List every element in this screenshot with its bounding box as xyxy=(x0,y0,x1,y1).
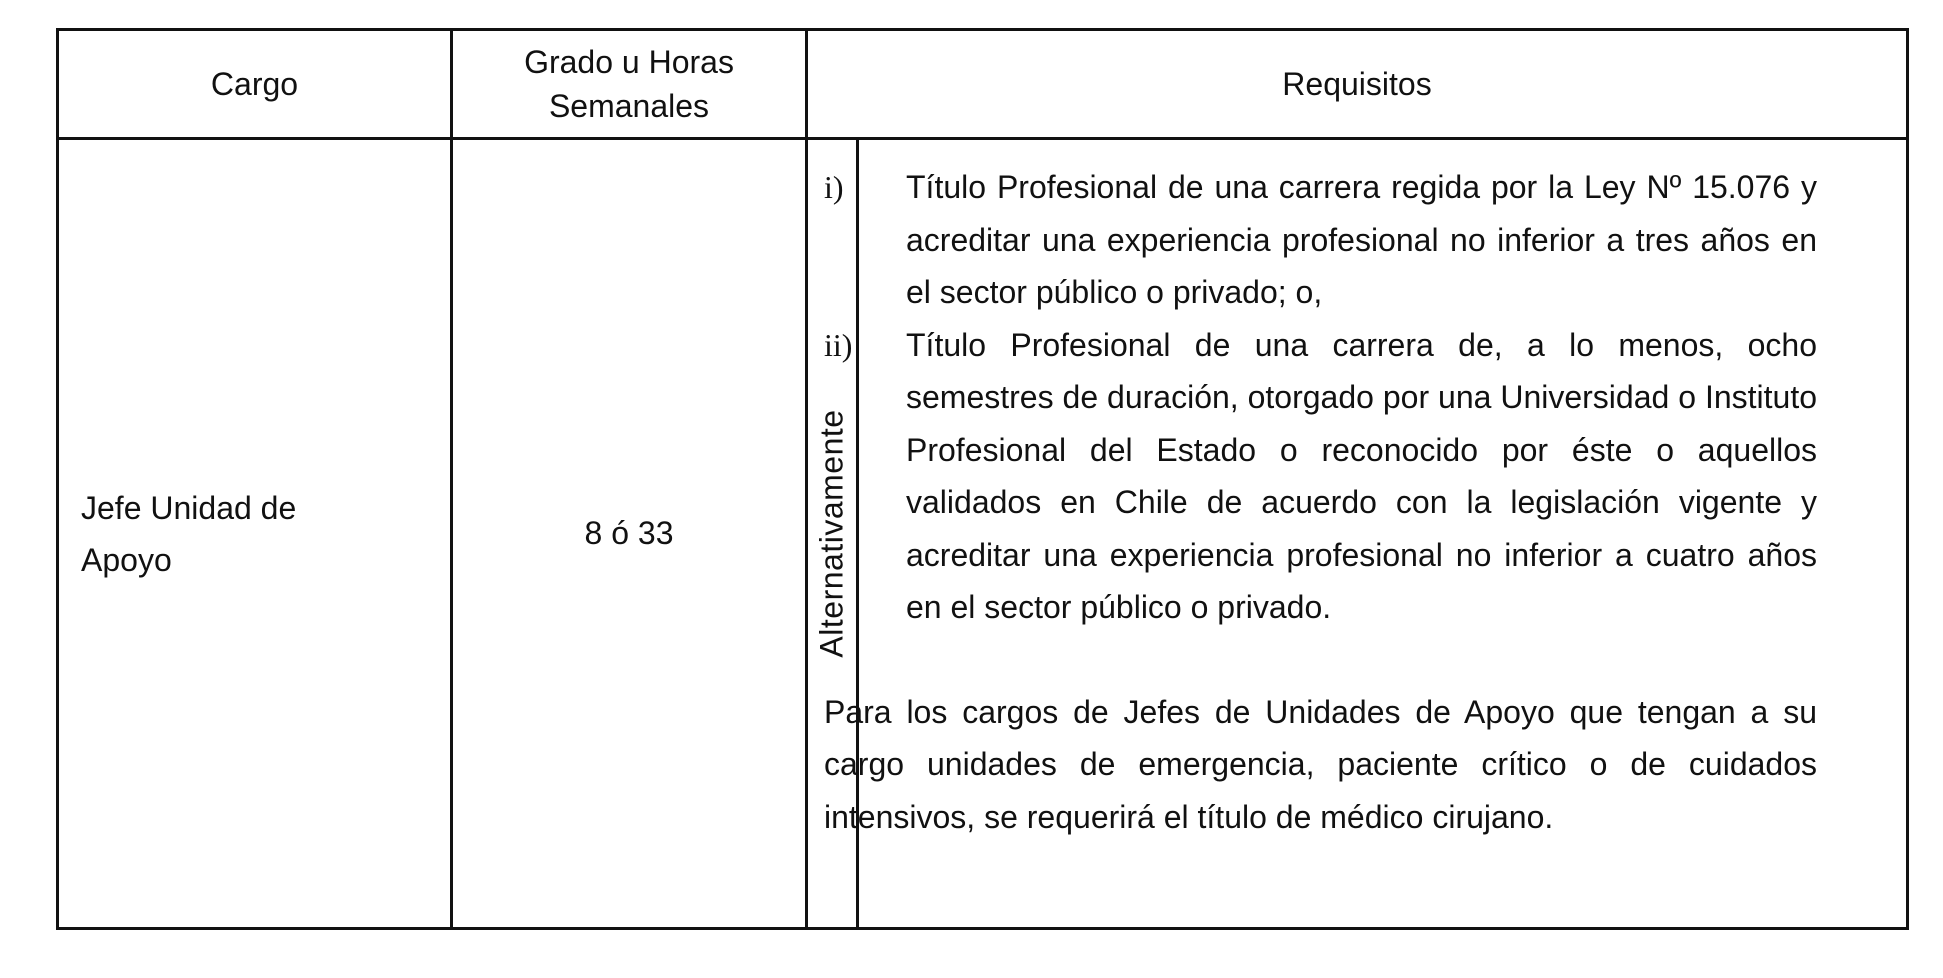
header-grado xyxy=(453,31,805,137)
requirement-text: Título Profesional de una carrera de, a lo menos, ocho semestres de duración, otorgado por una Universidad o Instituto Profesional del Estado o reconocido por éste o aquellos validados en Chile de acuerdo con la legislación vigente y acreditar una experiencia profesional no inferior a cuatro años en el sector público o privado. xyxy=(906,326,1817,625)
requirement-marker: ii) xyxy=(824,326,853,363)
header-cargo-label: Cargo xyxy=(210,66,299,102)
requirement-text: Título Profesional de una carrera regida por la Ley Nº 15.076 y acreditar una experiencia profesional no inferior a tres años en el sector público o privado; o, xyxy=(906,169,1817,310)
grado-value: 8 ó 33 xyxy=(584,515,674,551)
requirement-item xyxy=(824,161,1817,319)
requirements-content xyxy=(824,161,1817,843)
cargo-line2: Apoyo xyxy=(81,541,172,578)
header-requisitos-label: Requisitos xyxy=(1282,66,1432,102)
cell-cargo xyxy=(81,140,441,927)
cell-grado xyxy=(453,140,805,927)
header-grado-line1: Grado u Horas xyxy=(524,44,734,80)
alternativamente-label: Alternativamente xyxy=(813,409,850,658)
header-requisitos xyxy=(808,31,1906,137)
header-grado-line2: Semanales xyxy=(548,88,710,124)
header-cargo xyxy=(59,31,450,137)
cargo-line1: Jefe Unidad de xyxy=(81,489,297,526)
requirement-marker: i) xyxy=(824,169,844,205)
requirement-note: Para los cargos de Jefes de Unidades de Apoyo que tengan a su cargo unidades de emergencia, paciente crítico o de cuidados intensivos, se requerirá el título de médico cirujano. xyxy=(824,693,1817,835)
requirement-item xyxy=(824,319,1817,634)
